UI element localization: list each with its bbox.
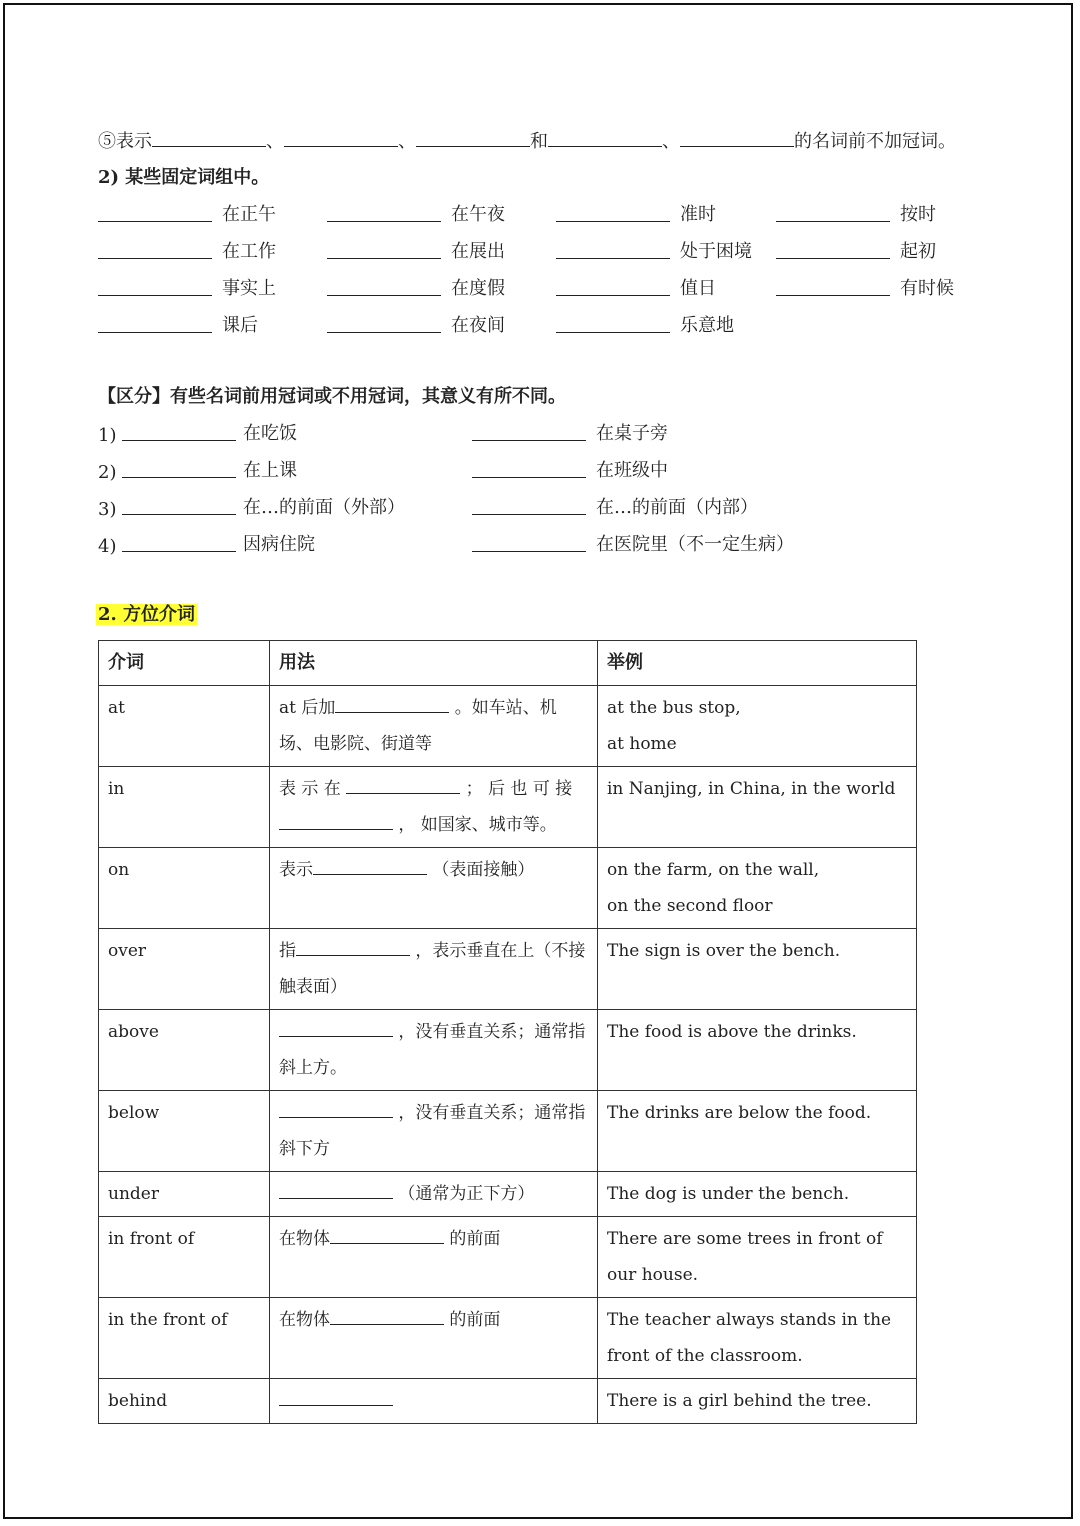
table-row: in the front of 在物体 的前面 The teacher always stands in the front of the classroom. (99, 1298, 917, 1379)
table-row: in front of 在物体 的前面 There are some trees in front of our house. (99, 1217, 917, 1298)
distinguish-left: 因病住院 (243, 534, 315, 555)
table-row: under （通常为正下方） The dog is under the bench. (99, 1172, 917, 1217)
distinguish-left: 在上课 (243, 460, 297, 481)
distinguish-right: 在…的前面（内部） (596, 497, 758, 518)
blank (416, 128, 530, 147)
section2-title: 2. 方位介词 (98, 604, 196, 625)
blank (152, 128, 266, 147)
phrase: 值日 (680, 278, 716, 299)
phrase: 在午夜 (451, 204, 505, 225)
table-row: behind There is a girl behind the tree. (99, 1379, 917, 1424)
column-header: 举例 (598, 641, 917, 686)
phrase: 在展出 (451, 241, 505, 262)
phrase: 在度假 (451, 278, 505, 299)
preposition-table (98, 640, 917, 1424)
phrase: 在工作 (222, 241, 276, 262)
table-row: on 表示 （表面接触） on the farm, on the wall, on the second floor (99, 848, 917, 929)
phrase: 事实上 (222, 278, 276, 299)
table-row: below ，没有垂直关系；通常指斜下方 The drinks are below the food. (99, 1091, 917, 1172)
distinguish-heading: 【区分】有些名词前用冠词或不用冠词，其意义有所不同。 (98, 386, 566, 407)
fixed-phrases-heading: 2) 某些固定词组中。 (98, 167, 270, 188)
phrase: 在夜间 (451, 315, 505, 336)
phrase: 课后 (222, 315, 258, 336)
phrase: 处于困境 (680, 241, 752, 262)
distinguish-right: 在桌子旁 (596, 423, 668, 444)
column-header: 介词 (99, 641, 270, 686)
blank (548, 128, 662, 147)
phrase: 起初 (900, 241, 936, 262)
phrase: 准时 (680, 204, 716, 225)
blank (680, 128, 794, 147)
distinguish-right: 在医院里（不一定生病） (596, 534, 794, 555)
table-row: over 指 ，表示垂直在上（不接触表面） The sign is over the bench. (99, 929, 917, 1010)
column-header: 用法 (270, 641, 598, 686)
phrase: 在正午 (222, 204, 276, 225)
table-row: in 表 示 在 ； 后 也 可 接 ， 如国家、城市等。 in Nanjing, in China, in the world (99, 767, 917, 848)
phrase: 按时 (900, 204, 936, 225)
item5-line: ⑤表示 、 、 和 、 的名词前不加冠词。 (98, 128, 956, 154)
distinguish-left: 在吃饭 (243, 423, 297, 444)
distinguish-left: 在…的前面（外部） (243, 497, 405, 518)
table-header-row (99, 641, 917, 686)
item5-prefix: ⑤表示 (98, 131, 152, 152)
phrase: 乐意地 (680, 315, 734, 336)
table-row: above ，没有垂直关系；通常指斜上方。 The food is above the drinks. (99, 1010, 917, 1091)
phrase: 有时候 (900, 278, 954, 299)
blank (284, 128, 398, 147)
table-row: at at 后加 。如车站、机场、电影院、街道等 at the bus stop, at home (99, 686, 917, 767)
distinguish-right: 在班级中 (596, 460, 668, 481)
phrase-row (98, 203, 212, 229)
